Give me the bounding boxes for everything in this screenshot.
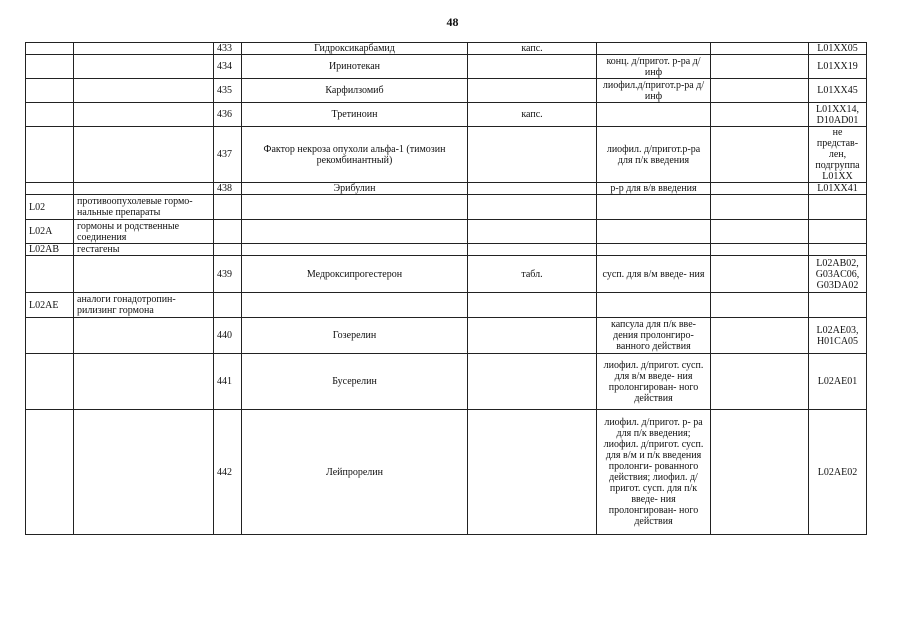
drug-name-cell: Эрибулин (242, 183, 468, 195)
extra-cell (711, 183, 809, 195)
code-cell: L02AE (26, 293, 74, 318)
dosage-form-detail-cell (597, 103, 711, 127)
atc-code-cell: L02AB02, G03AC06, G03DA02 (809, 256, 867, 293)
code-cell (26, 55, 74, 79)
group-cell (74, 103, 214, 127)
extra-cell (711, 127, 809, 183)
code-cell: L02A (26, 220, 74, 244)
dosage-form-detail-cell: р-р для в/в введения (597, 183, 711, 195)
dosage-form-cell (468, 293, 597, 318)
dosage-form-cell: табл. (468, 256, 597, 293)
table-row (26, 256, 867, 293)
atc-code-cell (809, 195, 867, 220)
code-cell (26, 127, 74, 183)
table-row (26, 354, 867, 410)
table-row (26, 318, 867, 354)
table-row (26, 183, 867, 195)
group-cell (74, 354, 214, 410)
extra-cell (711, 55, 809, 79)
table-row (26, 43, 867, 55)
number-cell: 436 (214, 103, 242, 127)
dosage-form-detail-cell: конц. д/пригот. р-ра д/инф (597, 55, 711, 79)
number-cell (214, 244, 242, 256)
group-cell (74, 79, 214, 103)
code-cell (26, 354, 74, 410)
dosage-form-cell (468, 127, 597, 183)
drug-name-cell: Бусерелин (242, 354, 468, 410)
dosage-form-detail-cell: лиофил. д/пригот. сусп. для в/м введе- ния пролонгирован- ного действия (597, 354, 711, 410)
code-cell (26, 256, 74, 293)
code-cell: L02AB (26, 244, 74, 256)
drug-name-cell: Гидроксикарбамид (242, 43, 468, 55)
drug-name-cell: Фактор некроза опухоли альфа-1 (тимозин рекомбинантный) (242, 127, 468, 183)
extra-cell (711, 79, 809, 103)
dosage-form-cell (468, 220, 597, 244)
table-row (26, 79, 867, 103)
code-cell (26, 43, 74, 55)
group-cell: гормоны и родственные соединения (74, 220, 214, 244)
code-cell (26, 183, 74, 195)
number-cell (214, 195, 242, 220)
table-row (26, 244, 867, 256)
dosage-form-cell: капс. (468, 103, 597, 127)
dosage-form-cell (468, 354, 597, 410)
dosage-form-cell (468, 55, 597, 79)
drug-name-cell: Иринотекан (242, 55, 468, 79)
drug-name-cell: Лейпрорелин (242, 410, 468, 535)
extra-cell (711, 354, 809, 410)
group-cell (74, 55, 214, 79)
dosage-form-detail-cell (597, 43, 711, 55)
extra-cell (711, 103, 809, 127)
dosage-form-detail-cell (597, 220, 711, 244)
number-cell: 438 (214, 183, 242, 195)
dosage-form-detail-cell: лиофил. д/пригот.р-ра для п/к введения (597, 127, 711, 183)
table-row (26, 410, 867, 535)
dosage-form-detail-cell: сусп. для в/м введе- ния (597, 256, 711, 293)
drug-name-cell: Гозерелин (242, 318, 468, 354)
group-cell: противоопухолевые гормо- нальные препараты (74, 195, 214, 220)
dosage-form-detail-cell (597, 244, 711, 256)
drug-name-cell (242, 244, 468, 256)
number-cell: 433 (214, 43, 242, 55)
group-cell (74, 127, 214, 183)
dosage-form-detail-cell: лиофил. д/пригот. р- ра для п/к введения; лиофил. д/пригот. сусп. для в/м и п/к введения пролонги- рованного действия; лиофил. д/пригот. сусп. для п/к введе- ния пролонгирован- ного действия (597, 410, 711, 535)
group-cell (74, 183, 214, 195)
atc-code-cell: не представ- лен, подгруппа L01XX (809, 127, 867, 183)
number-cell: 441 (214, 354, 242, 410)
drug-name-cell (242, 195, 468, 220)
extra-cell (711, 318, 809, 354)
extra-cell (711, 256, 809, 293)
group-cell (74, 43, 214, 55)
atc-code-cell (809, 220, 867, 244)
group-cell (74, 410, 214, 535)
number-cell (214, 220, 242, 244)
extra-cell (711, 220, 809, 244)
extra-cell (711, 43, 809, 55)
dosage-form-detail-cell: капсула для п/к вве- дения пролонгиро- ванного действия (597, 318, 711, 354)
dosage-form-cell (468, 195, 597, 220)
number-cell: 439 (214, 256, 242, 293)
table-body (26, 43, 867, 535)
extra-cell (711, 195, 809, 220)
code-cell (26, 79, 74, 103)
atc-code-cell: L02AE01 (809, 354, 867, 410)
dosage-form-detail-cell (597, 195, 711, 220)
table-row (26, 55, 867, 79)
number-cell: 437 (214, 127, 242, 183)
drug-name-cell: Карфилзомиб (242, 79, 468, 103)
drug-name-cell (242, 220, 468, 244)
dosage-form-cell: капс. (468, 43, 597, 55)
number-cell: 435 (214, 79, 242, 103)
atc-code-cell: L02AE02 (809, 410, 867, 535)
dosage-form-cell (468, 318, 597, 354)
drug-name-cell (242, 293, 468, 318)
dosage-form-cell (468, 79, 597, 103)
dosage-form-detail-cell (597, 293, 711, 318)
table-row (26, 195, 867, 220)
number-cell: 434 (214, 55, 242, 79)
atc-code-cell (809, 244, 867, 256)
code-cell: L02 (26, 195, 74, 220)
atc-code-cell (809, 293, 867, 318)
atc-code-cell: L01XX14, D10AD01 (809, 103, 867, 127)
table-row (26, 103, 867, 127)
atc-code-cell: L01XX41 (809, 183, 867, 195)
table-row (26, 127, 867, 183)
dosage-form-detail-cell: лиофил.д/пригот.р-ра д/инф (597, 79, 711, 103)
group-cell: гестагены (74, 244, 214, 256)
group-cell: аналоги гонадотропин- рилизинг гормона (74, 293, 214, 318)
number-cell: 440 (214, 318, 242, 354)
atc-code-cell: L01XX05 (809, 43, 867, 55)
atc-code-cell: L01XX45 (809, 79, 867, 103)
drug-name-cell: Третиноин (242, 103, 468, 127)
dosage-form-cell (468, 244, 597, 256)
extra-cell (711, 410, 809, 535)
drug-table (25, 42, 867, 535)
table-row (26, 293, 867, 318)
number-cell (214, 293, 242, 318)
extra-cell (711, 244, 809, 256)
table-row (26, 220, 867, 244)
number-cell: 442 (214, 410, 242, 535)
code-cell (26, 318, 74, 354)
atc-code-cell: L02AE03, H01CA05 (809, 318, 867, 354)
dosage-form-cell (468, 183, 597, 195)
dosage-form-cell (468, 410, 597, 535)
group-cell (74, 318, 214, 354)
code-cell (26, 103, 74, 127)
drug-name-cell: Медроксипрогестерон (242, 256, 468, 293)
code-cell (26, 410, 74, 535)
page-number: 48 (446, 15, 459, 29)
extra-cell (711, 293, 809, 318)
group-cell (74, 256, 214, 293)
atc-code-cell: L01XX19 (809, 55, 867, 79)
